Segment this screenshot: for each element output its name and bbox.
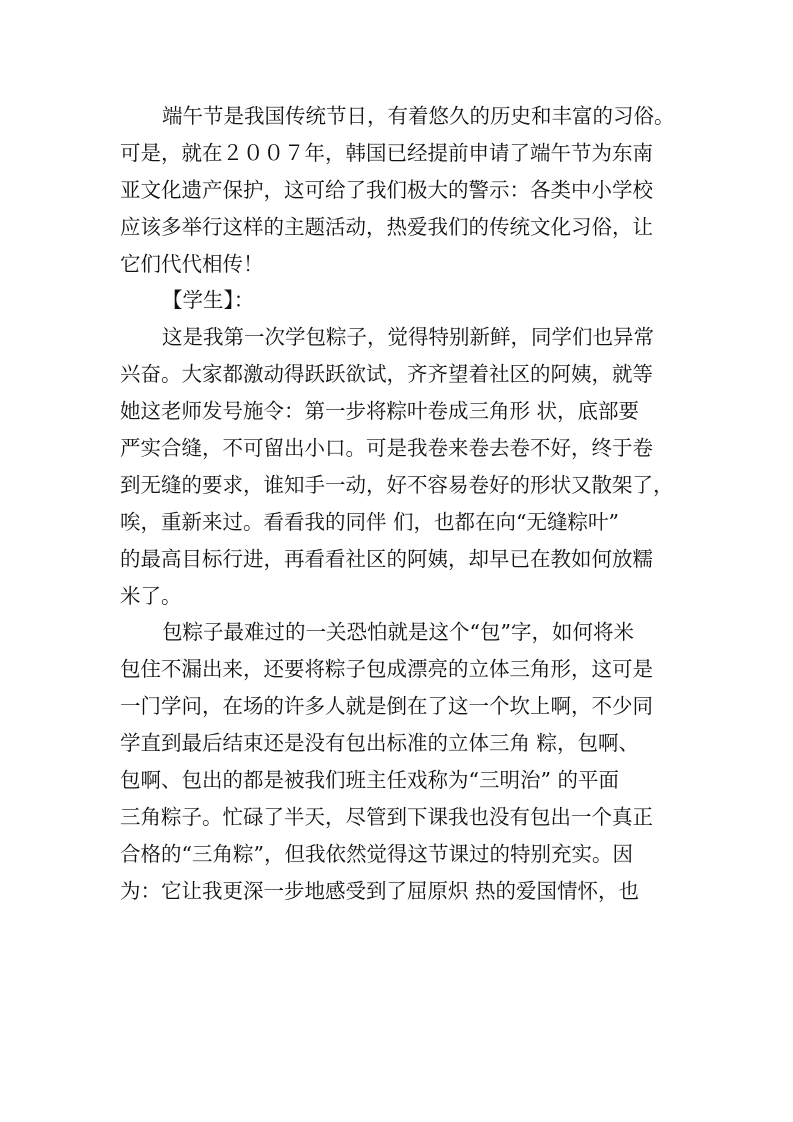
paragraph-2-line-2: 兴奋。大家都激动得跃跃欲试，齐齐望着社区的阿姨，就等 [120,362,653,387]
paragraph-2-line-8: 米了。 [120,583,182,608]
section-heading-student: 【学生】： [162,288,255,313]
paragraph-3-line-3: 一门学问，在场的许多人就是倒在了这一个坎上啊，不少同 [120,694,653,719]
paragraph-3-line-2: 包住不漏出来，还要将粽子包成漂亮的立体三角形，这可是 [120,657,653,682]
paragraph-1-line-1: 端午节是我国传统节日，有着悠久的历史和丰富的习俗。 [162,104,675,128]
paragraph-2-line-4: 严实合缝，不可留出小口。可是我卷来卷去卷不好，终于卷 [120,436,653,461]
paragraph-1-line-5: 它们代代相传！ [120,251,264,276]
paragraph-3-line-5: 包啊、包出的都是被我们班主任戏称为“三明治” 的平面 [120,768,619,793]
paragraph-1-line-3: 亚文化遗产保护，这可给了我们极大的警示：各类中小学校 [120,177,653,202]
paragraph-2-line-5: 到无缝的要求，谁知手一动，好不容易卷好的形状又散架了， [120,472,674,497]
paragraph-3-line-6: 三角粽子。忙碌了半天，尽管到下课我也没有包出一个真正 [120,804,653,829]
paragraph-3-line-1: 包粽子最难过的一关恐怕就是这个“包”字，如何将米 [162,620,634,645]
paragraph-2-line-1: 这是我第一次学包粽子，觉得特别新鲜，同学们也异常 [162,325,654,350]
paragraph-2-line-6: 唉，重新来过。看看我的同伴 们，也都在向“无缝粽叶” [120,509,619,534]
paragraph-1-line-2: 可是，就在２００７年，韩国已经提前申请了端午节为东南 [120,140,653,165]
paragraph-1-line-4: 应该多举行这样的主题活动，热爱我们的传统文化习俗，让 [120,214,653,239]
paragraph-3-line-7: 合格的“三角粽”，但我依然觉得这节课过的特别充实。因 [120,841,633,866]
paragraph-2-line-7: 的最高目标行进，再看看社区的阿姨，却早已在教如何放糯 [120,546,653,571]
paragraph-3-line-8: 为：它让我更深一步地感受到了屈原炽 热的爱国情怀，也 [120,878,640,903]
paragraph-2-line-3: 她这老师发号施令：第一步将粽叶卷成三角形 状，底部要 [120,399,640,424]
paragraph-3-line-4: 学直到最后结束还是没有包出标准的立体三角 粽，包啊、 [120,731,640,756]
document-body [120,98,682,910]
